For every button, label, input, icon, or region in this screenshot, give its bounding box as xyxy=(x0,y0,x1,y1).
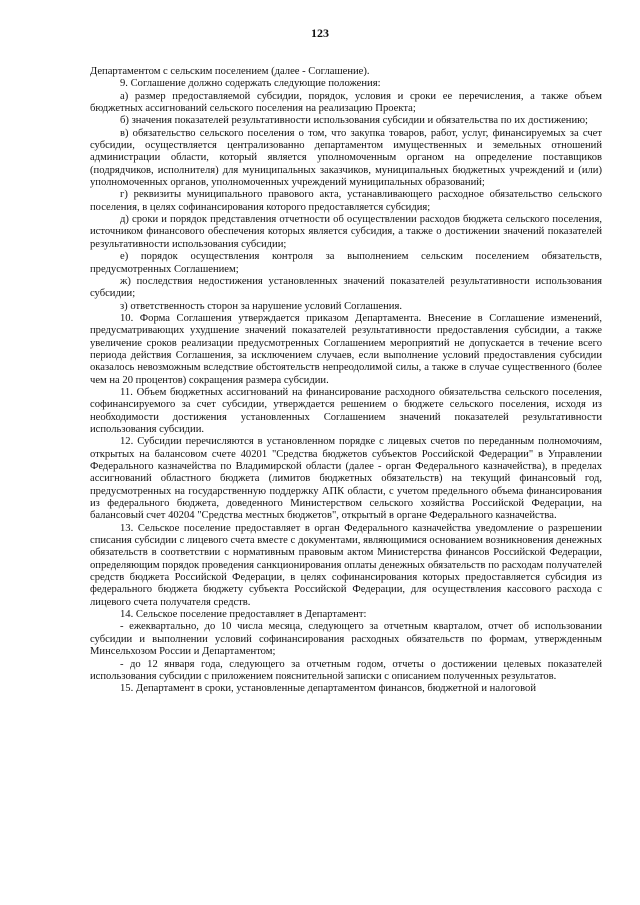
item-g: г) реквизиты муниципального правового акта, устанавливающего расходное обязательство сельского поселения, в целях софинансирования которого предоставляется субсидия; xyxy=(90,189,602,213)
item-e: е) порядок осуществления контроля за выполнением сельским поселением обязательств, предусмотренных Соглашением; xyxy=(90,251,602,275)
item-quarterly-report: - ежеквартально, до 10 числа месяца, следующего за отчетным кварталом, отчет об использовании субсидии и выполнении условий софинансирования расходных обязательств по формам, утвержденным Минсельхозом России и Департаментом; xyxy=(90,621,602,658)
item-zh: ж) последствия недостижения установленных значений показателей результативности использования субсидии; xyxy=(90,275,602,300)
paragraph-14: 14. Сельское поселение предоставляет в Департамент: xyxy=(120,609,367,621)
item-d: д) сроки и порядок представления отчетности об осуществлении расходов бюджета сельского поселения, источником финансового обеспечения которых является субсидия, а также о достижении значений показателей результативности использования субсидии; xyxy=(90,214,602,250)
page-number: 123 xyxy=(311,26,329,40)
paragraph-continuation: Департаментом с сельским поселением (далее - Соглашение). xyxy=(90,66,370,77)
item-z: з) ответственность сторон за нарушение условий Соглашения. xyxy=(120,300,402,312)
paragraph-13: 13. Сельское поселение предоставляет в орган Федерального казначейства уведомление о разрешении списания субсидии с лицевого счета вместе с документами, являющимися основанием возникновения денежных обязательств в соответствии с нормативным правовым актом Министерства финансов Российской Федерации, определяющим порядок проведения санкционирования оплаты денежных обязательств по расходам получателей средств бюджета Российской Федерации, в целях софинансирования которых предоставляется субсидия из федерального бюджета бюджету субъекта Российской Федерации, для осуществления кассового расхода с лицевого счета получателя средств. xyxy=(90,522,602,608)
item-b: б) значения показателей результативности использования субсидии и обязательства по их достижению; xyxy=(120,115,588,127)
document-body xyxy=(90,66,602,696)
paragraph-9: 9. Соглашение должно содержать следующие положения: xyxy=(120,78,381,90)
paragraph-10: 10. Форма Соглашения утверждается приказом Департамента. Внесение в Соглашение изменений, предусматривающих ухудшение значений показателей результативности предоставления субсидии, а также увеличение сроков реализации предусмотренных Соглашением мероприятий не допускается в течение всего периода действия Соглашения, за исключением случаев, если выполнение условий предоставления субсидии оказалось невозможным вследствие обстоятельств непреодолимой силы, а также в случае существенного (более чем на 20 процентов) сокращения размера субсидии. xyxy=(90,312,602,386)
item-v: в) обязательство сельского поселения о том, что закупка товаров, работ, услуг, финансируемых за счет субсидии, осуществляется централизованно департаментом имущественных и земельных отношений администрации области, который является уполномоченным органом на определение поставщиков (подрядчиков, исполнителя) для муниципальных заказчиков, муниципальных бюджетных учреждений и (или) уполномоченных органов, уполномоченных учреждений муниципальных образований; xyxy=(90,127,602,189)
paragraph-11: 11. Объем бюджетных ассигнований на финансирование расходного обязательства сельского поселения, софинансируемого за счет субсидии, утверждается решением о бюджете сельского поселения, исходя из необходимости достижения установленных Соглашением значений показателей результативности использования субсидии. xyxy=(90,386,602,435)
item-annual-report: - до 12 января года, следующего за отчетным годом, отчеты о достижении целевых показателей использования субсидии с приложением пояснительной записки с описанием полученных результатов. xyxy=(90,658,602,682)
item-a: а) размер предоставляемой субсидии, порядок, условия и сроки ее перечисления, а также объем бюджетных ассигнований сельского поселения на реализацию Проекта; xyxy=(90,90,602,115)
paragraph-12: 12. Субсидии перечисляются в установленном порядке с лицевых счетов по переданным полномочиям, открытых на балансовом счете 40201 "Средства бюджетов субъектов Российской Федерации" в Управлении Федерального казначейства по Владимирской области (далее - орган Федерального казначейства), в пределах ассигнований областного бюджета (лимитов бюджетных обязательств) на текущий финансовый год, предусмотренных на государственную поддержку АПК области, с учетом предельного объема финансирования из федерального бюджета, доведенного Министерством сельского хозяйства Российской Федерации, на балансовый счет 40204 "Средства местных бюджетов", открытый в органе Федерального казначейства. xyxy=(90,436,602,522)
paragraph-15: 15. Департамент в сроки, установленные департаментом финансов, бюджетной и налоговой xyxy=(120,683,536,695)
